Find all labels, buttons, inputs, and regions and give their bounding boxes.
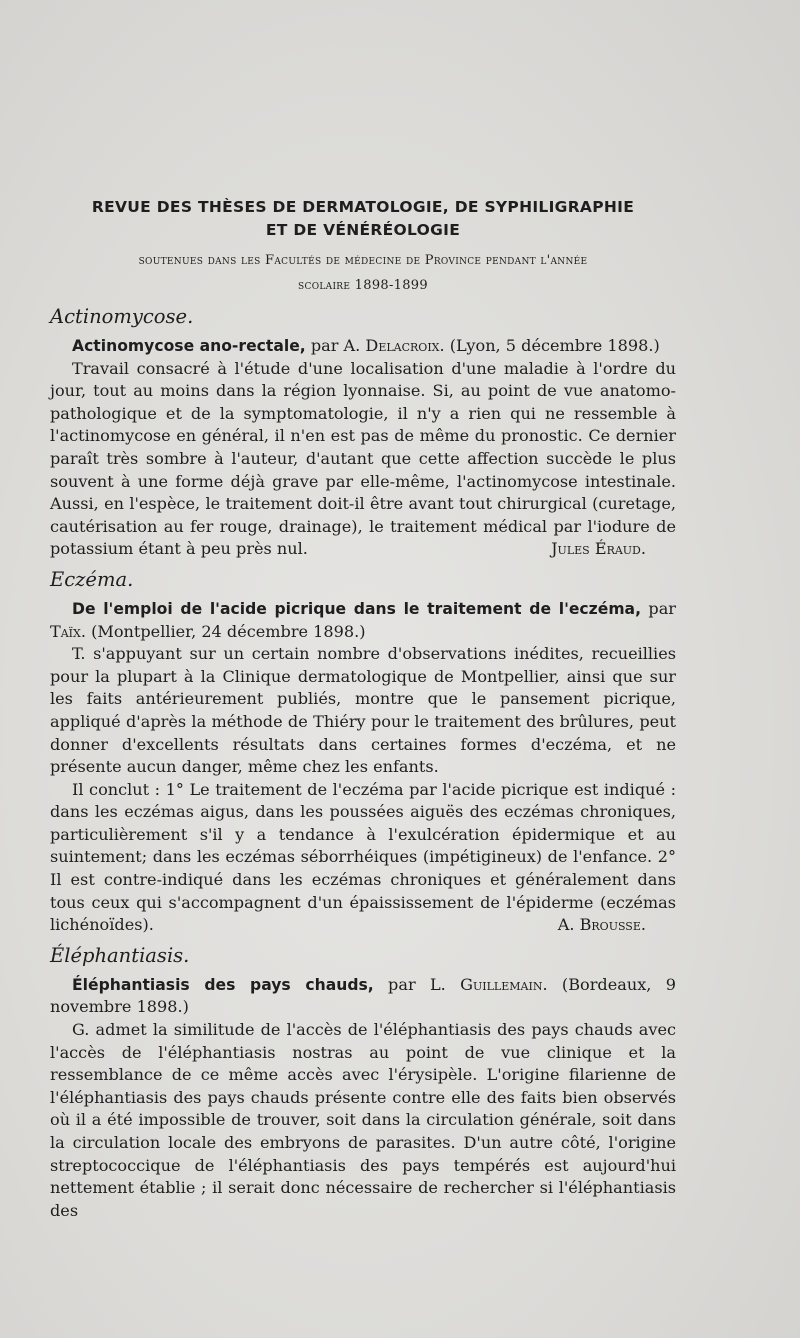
paragraph-text: Travail consacré à l'étude d'une localisation d'une maladie à l'ordre du jour, tout au moins dans la région lyonnaise. Si, au point de vue anatomo-pathologique et de la symptomatologie, il n'y a rien qui ne ressemble à l'actinomycose en général, il n'en est pas de même du pronostic. Ce dernier paraît très sombre à l'auteur, d'autant que cette affection succède le plus souvent à une forme déjà grave par elle-même, l'actinomycose intestinale. Aussi, en l'espèce, le traitement doit-il être avant tout chirurgical (curetage, cautérisation au fer rouge, drainage), le traitement médical par l'iodure de potassium étant à peu près nul. [50,358,676,559]
page-subtitle [50,248,676,298]
section-elephantiasis [50,944,676,1223]
paragraph: T. s'appuyant sur un certain nombre d'observations inédites, recueillies pour la plupart à la Clinique dermatologique de Montpellier, ainsi que sur les faits antérieurement publiés, montre que le pansement picrique, appliqué d'après la méthode de Thiéry pour le traitement des brûlures, peut donner d'excellents résultats dans certaines formes d'eczéma, et ne présente aucun danger, même chez les enfants. [50,644,676,777]
author-name: Guillemain [460,974,543,994]
paragraph [50,358,676,561]
article-title: Éléphantiasis des pays chauds, [72,975,374,994]
paragraph [50,779,676,937]
signature: A. Brousse. [557,915,646,935]
paragraph-text: Il conclut : 1° Le traitement de l'eczéma par l'acide picrique est indiqué : dans les eczémas aigus, dans les poussées aiguës des eczémas chroniques, particulièrement s'il y a tendance à l'exulcération épidermique et au suintement; dans les eczémas séborrhéiques (impétigineux) de l'enfance. 2° Il est contre-indiqué dans les eczémas chroniques et généralement dans tous ceux qui s'accompagnent d'un épaississement de l'épiderme (eczémas lichénoïdes). [50,779,676,935]
byline-pre: par A. [305,336,366,355]
article-title: De l'emploi de l'acide picrique dans le traitement de l'eczéma, [72,599,642,618]
article-header [50,598,676,643]
article-header [50,974,676,1019]
page-content [50,196,676,1222]
article-header [50,335,676,358]
subtitle-line-2: scolaire 1898-1899 [298,278,428,293]
paragraph: G. admet la similitude de l'accès de l'éléphantiasis des pays chauds avec l'accès de l'éléphantiasis nostras au point de vue clinique et la ressemblance de ce même accès avec l'érysipèle. L'origine filarienne de l'éléphantiasis des pays chauds présente contre elle des faits bien observés où il a été impossible de trouver, soit dans la circulation générale, soit dans la circulation locale des embryons de parasites. D'un autre côté, l'origine streptococcique de l'éléphantiasis des pays tempérés est aujourd'hui nettement établie ; il serait donc nécessaire de rechercher si l'éléphantiasis des [50,1020,676,1220]
signature: Jules Éraud. [551,539,646,559]
title-line-1: REVUE DES THÈSES DE DERMATOLOGIE, DE SYPHILIGRAPHIE [91,198,635,216]
byline-pre: par [641,598,676,618]
section-actinomycose [50,305,676,561]
byline-post: . (Bordeaux, 9 novembre 1898.) [50,974,676,1017]
byline-pre: par L. [373,974,461,994]
article-title: Actinomycose ano-rectale, [72,337,306,355]
byline-post: . (Montpellier, 24 décembre 1898.) [80,621,366,641]
subtitle-line-1: soutenues dans les Facultés de médecine de Province pendant l'année [138,253,588,268]
byline-post: . (Lyon, 5 décembre 1898.) [439,336,660,355]
author-name: Delacroix [365,336,440,355]
section-heading: Eczéma. [50,567,134,591]
section-eczema [50,568,676,937]
author-name: Taïx [50,621,81,641]
page-title [50,196,676,242]
section-heading: Actinomycose. [50,305,194,328]
title-line-2: ET DE VÉNÉRÉOLOGIE [265,221,461,239]
section-heading: Éléphantiasis. [50,943,190,967]
